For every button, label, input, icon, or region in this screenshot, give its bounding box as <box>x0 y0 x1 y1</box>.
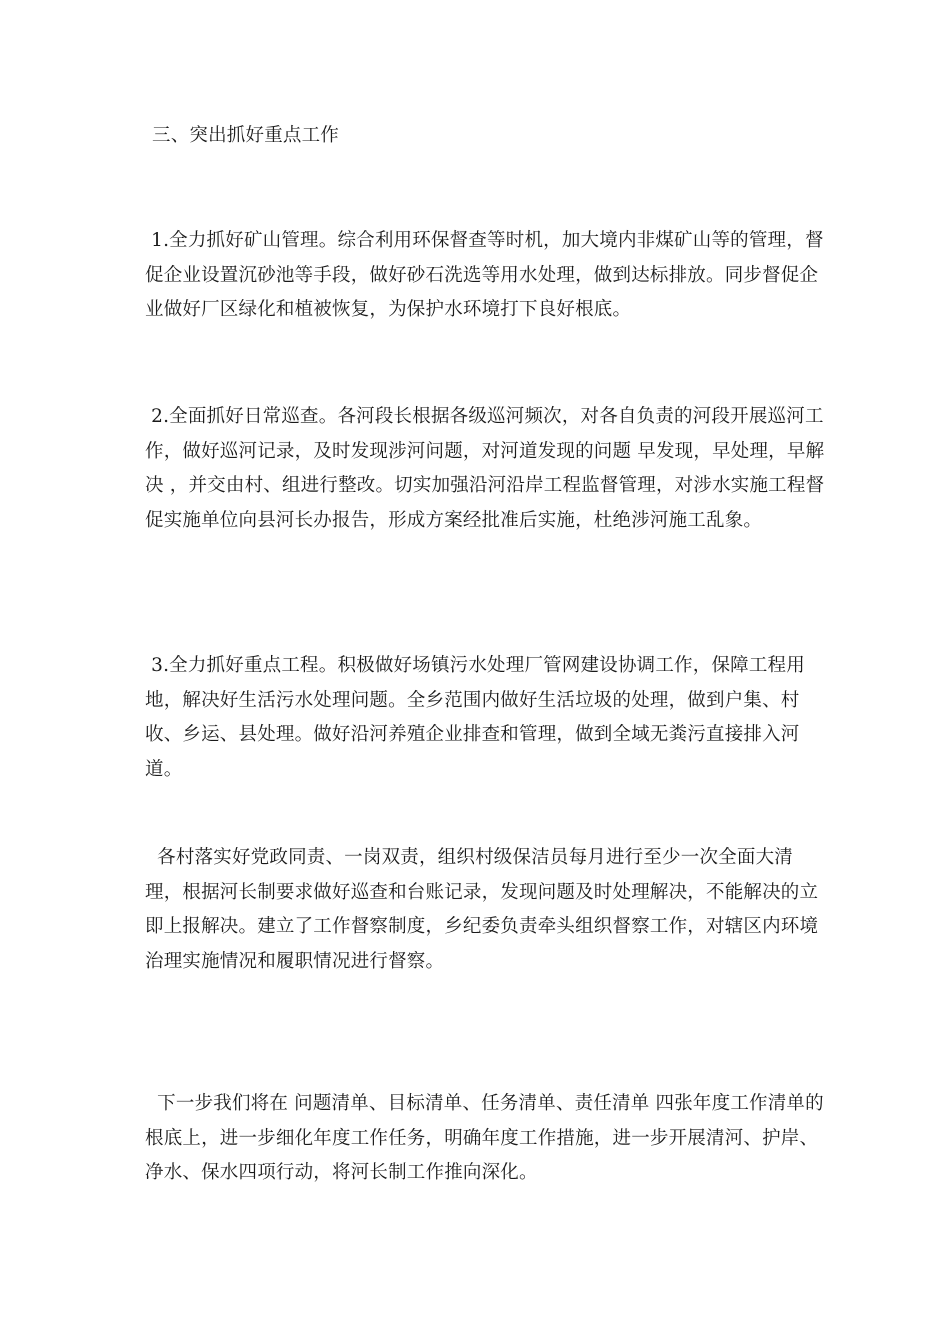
paragraph-village-responsibility: 各村落实好党政同责、一岗双责，组织村级保洁员每月进行至少一次全面大清理，根据河长制要求做好巡查和台账记录，发现问题及时处理解决，不能解决的立即上报解决。建立了工作督察制度，乡纪委负责牵头组织督察工作，对辖区内环境治理实施情况和履职情况进行督察。 <box>145 847 819 972</box>
paragraph-key-projects: 3.全力抓好重点工程。积极做好场镇污水处理厂管网建设协调工作，保障工程用地，解决好生活污水处理问题。全乡范围内做好生活垃圾的处理，做到户集、村收、乡运、县处理。做好沿河养殖企业排查和管理，做到全域无粪污直接排入河道。 <box>145 655 805 780</box>
section-heading: 三、突出抓好重点工作 <box>152 125 340 146</box>
paragraph-next-steps: 下一步我们将在 问题清单、目标清单、任务清单、责任清单 四张年度工作清单的根底上，进一步细化年度工作任务，明确年度工作措施，进一步开展清河、护岸、净水、保水四项行动，将河长制工作推向深化。 <box>145 1093 824 1183</box>
paragraph-mine-management: 1.全力抓好矿山管理。综合利用环保督查等时机，加大境内非煤矿山等的管理，督促企业设置沉砂池等手段，做好砂石洗选等用水处理，做到达标排放。同步督促企业做好厂区绿化和植被恢复，为保护水环境打下良好根底。 <box>145 230 824 320</box>
paragraph-daily-inspection: 2.全面抓好日常巡查。各河段长根据各级巡河频次，对各自负责的河段开展巡河工作，做好巡河记录，及时发现涉河问题，对河道发现的问题 早发现，早处理，早解决 ，并交由村、组进行整改。切实加强沿河沿岸工程监督管理，对涉水实施工程督促实施单位向县河长办报告，形成方案经批准后实施，杜绝涉河施工乱象。 <box>145 406 825 531</box>
